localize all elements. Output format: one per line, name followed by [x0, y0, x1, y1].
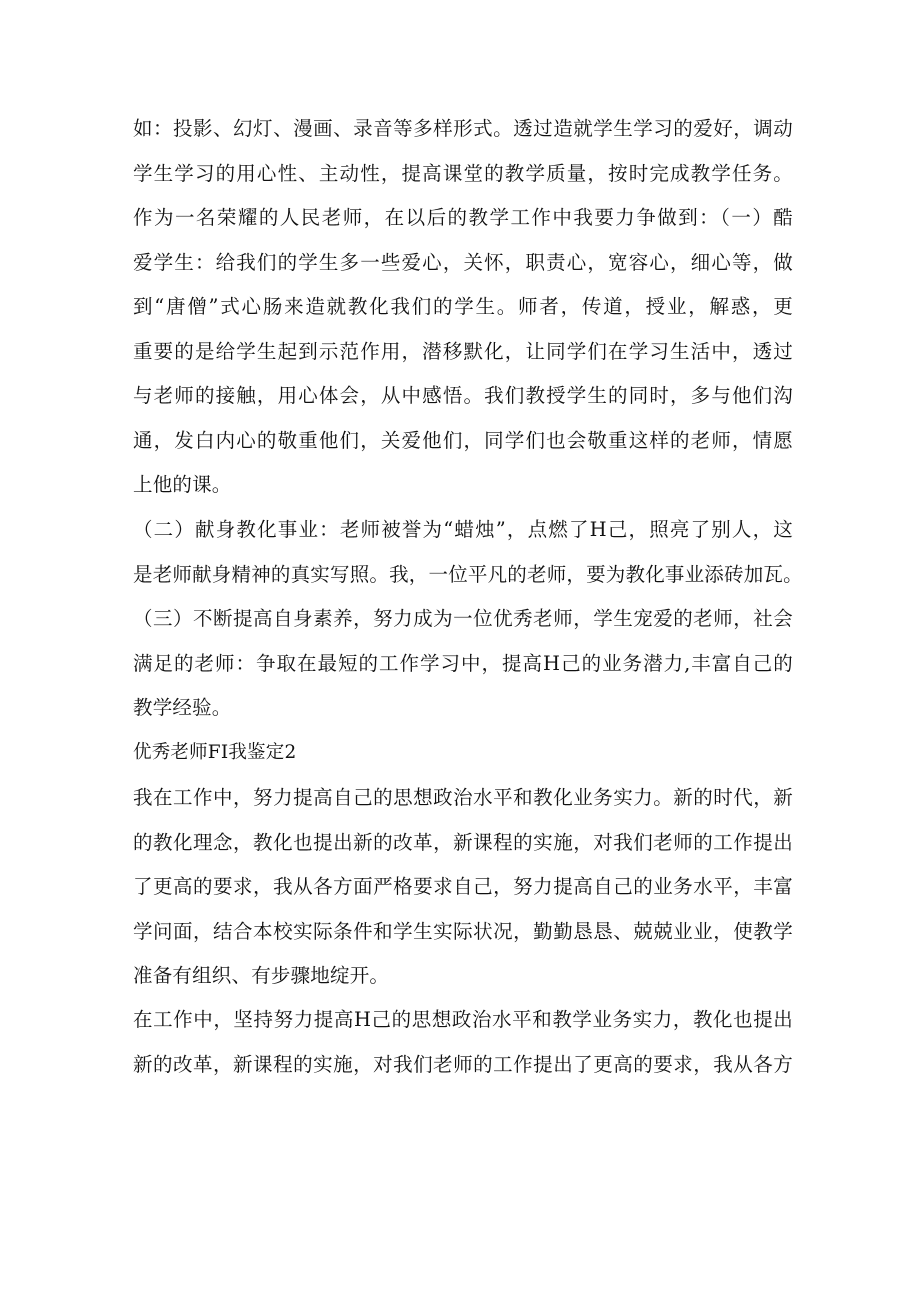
text-line: 与老师的接触，用心体会，从中感悟。我们教授学生的同时，多与他们沟: [133, 384, 793, 407]
text-line: 是老师献身精神的真实写照。我，一位平凡的老师，要为教化事业添砖加瓦。: [133, 562, 803, 586]
text-line: 学生学习的用心性、主动性，提高课堂的教学质量，按时完成教学任务。: [133, 161, 793, 185]
text-line: 爱学生：给我们的学生多一些爱心，关怀，职责心，宽容心，细心等，做: [133, 250, 793, 274]
paragraph-6: [133, 998, 793, 1087]
text-line: 准备有组织、有步骤地绽开。: [133, 964, 390, 987]
text-line: 了更高的要求，我从各方面严格要求自己，努力提高自己的业务水平，丰富: [133, 875, 793, 898]
section-title: 优秀老师FI我鉴定2: [133, 742, 297, 763]
text-line: 新的改革，新课程的实施，对我们老师的工作提出了更高的要求，我从各方: [133, 1052, 793, 1076]
text-line: 作为一名荣耀的人民老师，在以后的教学工作中我要力争做到：（一）酷: [133, 206, 793, 229]
text-line: 学问面，结合本校实际条件和学生实际状况，勤勤恳恳、兢兢业业，使教学: [133, 919, 793, 943]
text-line: （三）不断提高自身素养，努力成为一位优秀老师，学生宠爱的老师，社会: [133, 607, 793, 630]
text-line: 满足的老师：争取在最短的工作学习中，提高H己的业务潜力,丰富自己的: [133, 651, 793, 675]
text-line: 通，发白内心的敬重他们，关爱他们，同学们也会敬重这样的老师，情愿: [133, 428, 793, 452]
text-line: 如：投影、幻灯、漫画、录音等多样形式。透过造就学生学习的爱好，调动: [133, 117, 793, 140]
section-heading: [133, 731, 793, 776]
text-line: 上他的课。: [133, 473, 232, 496]
text-line: 教学经验。: [133, 696, 232, 719]
text-line: 的教化理念，教化也提出新的改革，新课程的实施，对我们老师的工作提出: [133, 830, 793, 854]
text-line: 我在工作中，努力提高自己的思想政治水平和教化业务实力。新的时代，新: [133, 786, 793, 809]
text-line: 重要的是给学生起到示范作用，潜移默化，让同学们在学习生活中，透过: [133, 339, 793, 363]
paragraph-2: [133, 196, 793, 508]
text-line: 在工作中，坚持努力提高H己的思想政治水平和教学业务实力，教化也提出: [133, 1008, 793, 1031]
paragraph-1: [133, 107, 793, 196]
paragraph-4: [133, 597, 793, 731]
paragraph-5: [133, 776, 793, 999]
text-line: （二）献身教化事业：老师被誉为“蜡烛”，点燃了H己，照亮了别人，这: [133, 518, 793, 541]
paragraph-3: [133, 508, 803, 597]
text-line: 到“唐僧”式心肠来造就教化我们的学生。师者，传道，授业，解惑，更: [133, 295, 793, 318]
